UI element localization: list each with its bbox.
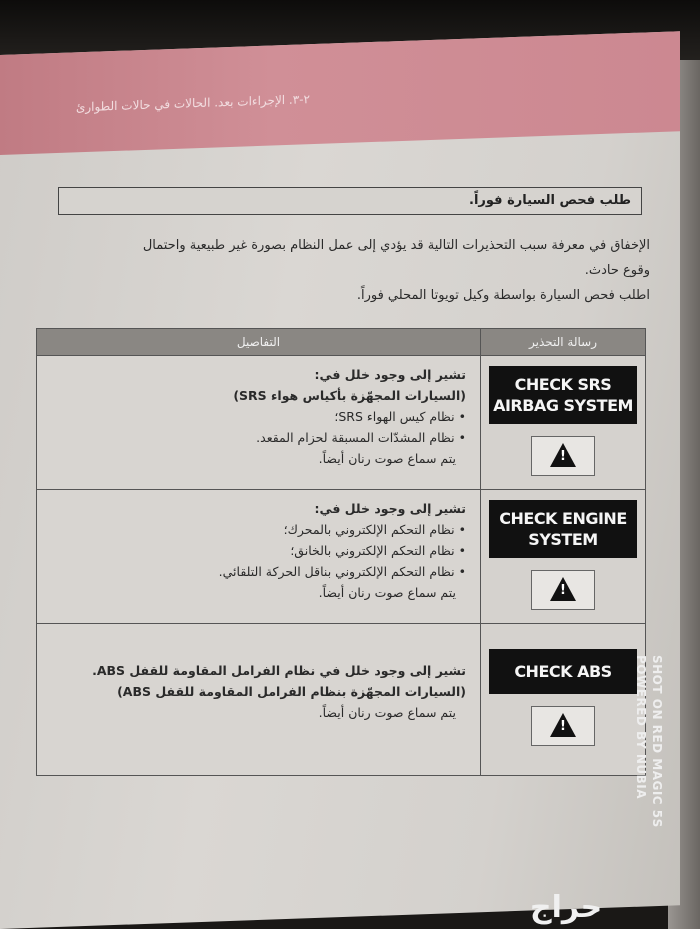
warning-paragraph-line-1: الإخفاق في معرفة سبب التحذيرات التالية قد يؤدي إلى عمل النظام بصورة غير طبيعية واحتمال: [142, 238, 650, 253]
warning-triangle-icon: !: [531, 570, 595, 610]
check-srs-airbag-sign: [489, 366, 637, 424]
row-details: [37, 356, 481, 490]
details-column-header: التفاصيل: [37, 329, 481, 356]
detail-line: • نظام المشدّات المسبقة لحزام المقعد.: [256, 430, 466, 445]
table-header-row: [37, 329, 646, 356]
message-column-header: رسالة التحذير: [481, 329, 646, 356]
sign-line: AIRBAG SYSTEM: [493, 395, 633, 415]
table-row: [37, 490, 646, 624]
detail-line: تشير إلى وجود خلل في:: [314, 501, 466, 516]
detail-line: • نظام كيس الهواء SRS؛: [334, 409, 466, 424]
detail-line: (السيارات المجهّزة بنظام الفرامل المقاومة للقفل ABS): [117, 684, 466, 699]
detail-line: يتم سماع صوت رنان أيضاً.: [318, 705, 456, 720]
row-details: [37, 490, 481, 624]
detail-line: • نظام التحكم الإلكتروني بناقل الحركة التلقائي.: [218, 564, 466, 579]
detail-line: تشير إلى وجود خلل في نظام الفرامل المقاومة للقفل ABS.: [92, 663, 466, 678]
sign-line: CHECK SRS: [514, 374, 612, 394]
table-row: [37, 624, 646, 776]
sign-line: SYSTEM: [528, 529, 598, 549]
sign-line: CHECK ABS: [514, 662, 612, 681]
warning-paragraph-line-2: وقوع حادث.: [584, 263, 650, 278]
warning-triangle-icon: !: [531, 706, 595, 746]
detail-line: (السيارات المجهّزة بأكياس هواء SRS): [233, 388, 466, 403]
camera-watermark: [626, 655, 666, 855]
detail-line: يتم سماع صوت رنان أيضاً.: [318, 585, 456, 600]
check-abs-sign: [489, 649, 637, 694]
warning-paragraph-line-3: اطلب فحص السيارة بواسطة وكيل تويوتا المحلي فوراً.: [356, 288, 650, 303]
detail-line: • نظام التحكم الإلكتروني بالمحرك؛: [283, 522, 466, 537]
watermark-line-2: POWERED BY NUBIA: [634, 655, 648, 800]
detail-line: يتم سماع صوت رنان أيضاً.: [318, 451, 456, 466]
check-engine-system-sign: [489, 500, 637, 558]
watermark-line-1: SHOT ON RED MAGIC 5S: [650, 655, 664, 828]
row-message: [481, 490, 646, 624]
sign-line: CHECK ENGINE: [499, 508, 627, 528]
chapter-header: ٢-٣. الإجراءات بعد. الحالات في حالات الطوارئ: [75, 92, 310, 115]
row-message: [481, 356, 646, 490]
row-details: [37, 624, 481, 776]
table-row: [37, 356, 646, 490]
row-message: [481, 624, 646, 776]
warning-table: [36, 328, 646, 776]
haraj-logo: حراج: [530, 890, 603, 925]
detail-line: • نظام التحكم الإلكتروني بالخانق؛: [290, 543, 466, 558]
warning-triangle-icon: !: [531, 436, 595, 476]
section-title: طلب فحص السيارة فوراً.: [58, 187, 642, 215]
detail-line: تشير إلى وجود خلل في:: [314, 367, 466, 382]
